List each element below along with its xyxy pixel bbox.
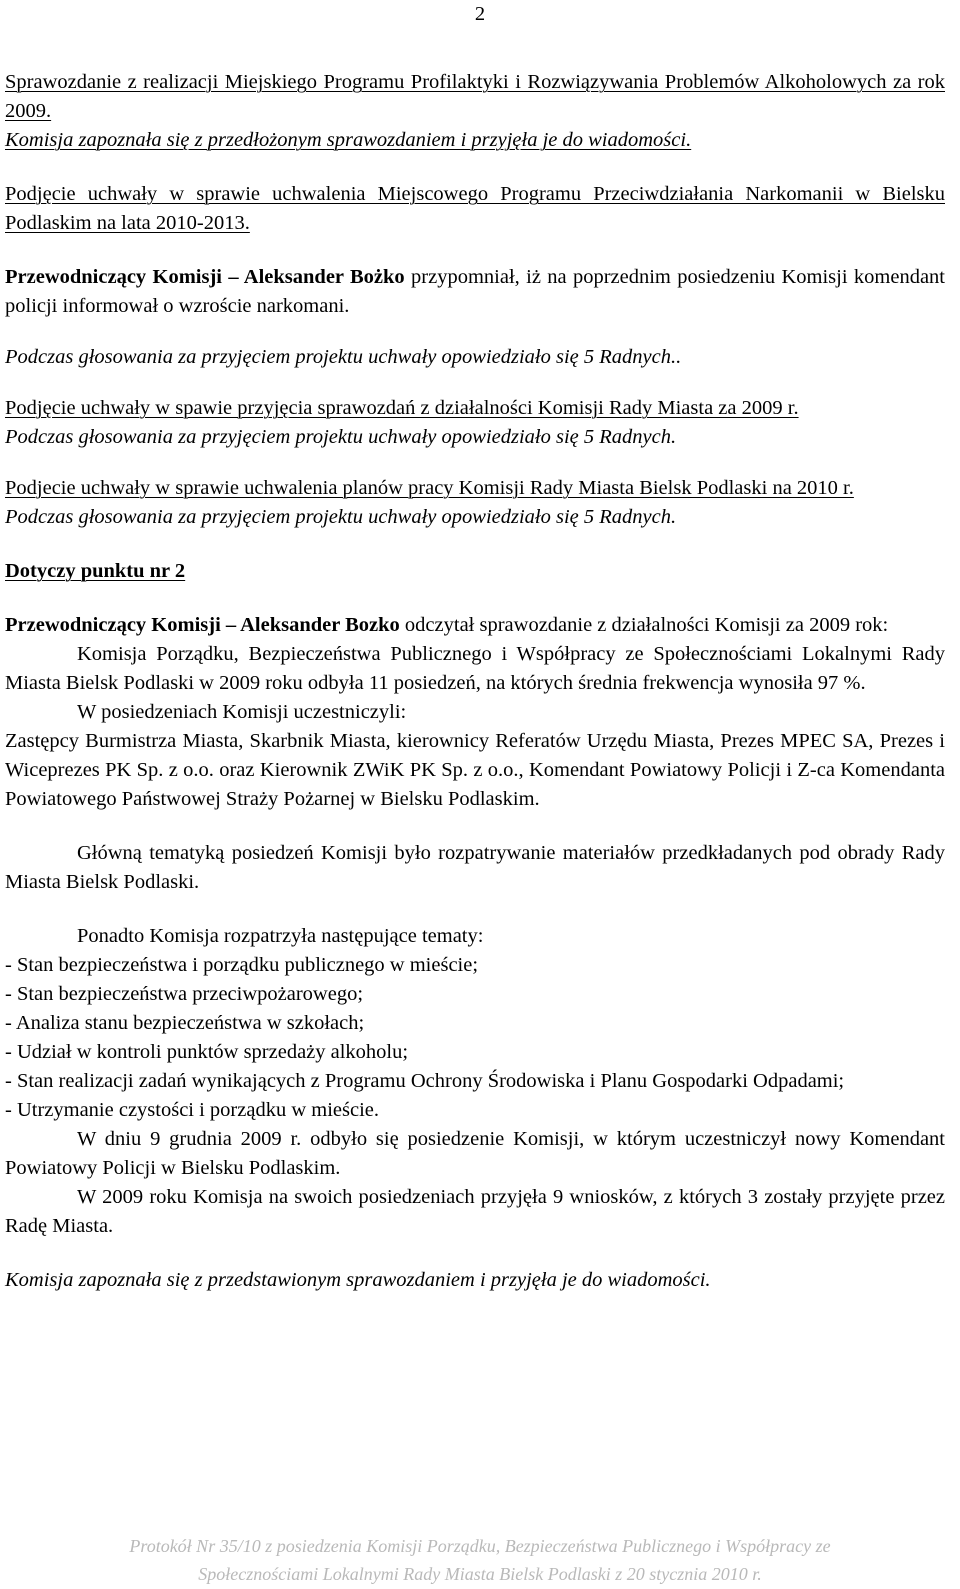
chairman-statement-text: przypomniał, iż na poprzednim posiedzeniu Komisji komendant policji informował o wzroście narkomani. <box>5 266 945 317</box>
document-body <box>5 68 945 1295</box>
chairman-name: Przewodniczący Komisji – Aleksander Bozko <box>5 614 400 636</box>
vote-result: Podczas głosowania za przyjęciem projektu uchwały opowiedziało się 5 Radnych. <box>5 426 677 448</box>
list-item: - Stan realizacji zadań wynikających z Programu Ochrony Środowiska i Planu Gospodarki Odpadami; <box>5 1070 845 1092</box>
spacer <box>5 586 945 611</box>
agenda-item-alcohol-report: Sprawozdanie z realizacji Miejskiego Programu Profilaktyki i Rozwiązywania Problemów Alkoholowych za rok 2009. <box>5 71 945 122</box>
spacer <box>5 532 945 557</box>
spacer <box>5 321 945 343</box>
report-intro <box>5 611 945 640</box>
spacer <box>5 1241 945 1266</box>
section-heading: Dotyczy punktu nr 2 <box>5 560 186 582</box>
committee-acknowledgement: Komisja zapoznała się z przedłożonym sprawozdaniem i przyjęła je do wiadomości. <box>5 129 692 151</box>
spacer <box>5 372 945 394</box>
report-motions: W 2009 roku Komisja na swoich posiedzeniach przyjęła 9 wniosków, z których 3 zostały przyjęte przez Radę Miasta. <box>5 1186 945 1237</box>
spacer <box>5 238 945 263</box>
list-item: - Analiza stanu bezpieczeństwa w szkołach; <box>5 1012 365 1034</box>
report-new-commander: W dniu 9 grudnia 2009 r. odbyło się posiedzenie Komisji, w którym uczestniczył nowy Komendant Powiatowy Policji w Bielsku Podlaskim. <box>5 1128 945 1179</box>
report-main-topic: Główną tematyką posiedzeń Komisji było rozpatrywanie materiałów przedkładanych pod obrady Rady Miasta Bielsk Podlaski. <box>5 842 945 893</box>
report-meetings-summary: Komisja Porządku, Bezpieczeństwa Publicznego i Współpracy ze Społecznościami Lokalnymi Rady Miasta Bielsk Podlaski w 2009 roku odbyła 11 posiedzeń, na których średnia frekwencja wynosiła 97 %. <box>5 643 945 694</box>
spacer <box>5 897 945 922</box>
agenda-item-work-plans: Podjecie uchwały w sprawie uchwalenia planów pracy Komisji Rady Miasta Bielsk Podlaski na 2010 r. <box>5 477 854 499</box>
list-item: - Udział w kontroli punktów sprzedaży alkoholu; <box>5 1041 409 1063</box>
vote-result: Podczas głosowania za przyjęciem projektu uchwały opowiedziało się 5 Radnych.. <box>5 346 682 368</box>
topics-list <box>5 951 945 1125</box>
spacer <box>5 814 945 839</box>
spacer <box>5 155 945 180</box>
vote-result: Podczas głosowania za przyjęciem projektu uchwały opowiedziało się 5 Radnych. <box>5 506 677 528</box>
report-topics-intro: Ponadto Komisja rozpatrzyła następujące tematy: <box>77 925 484 947</box>
spacer <box>5 452 945 474</box>
report-participants-intro: W posiedzeniach Komisji uczestniczyli: <box>77 701 407 723</box>
footer-line: Protokół Nr 35/10 z posiedzenia Komisji Porządku, Bezpieczeństwa Publicznego i Współpracy ze <box>129 1536 831 1556</box>
chairman-statement <box>5 263 945 321</box>
page-footer <box>0 1532 960 1588</box>
report-participants-list: Zastępcy Burmistrza Miasta, Skarbnik Miasta, kierownicy Referatów Urzędu Miasta, Prezes MPEC SA, Prezes i Wiceprezes PK Sp. z o.o. oraz Kierownik ZWiK PK Sp. z o.o., Komendant Powiatowy Policji i Z-ca Komendanta Powiatowego Państwowej Straży Pożarnej w Bielsku Podlaskim. <box>5 730 945 810</box>
page-number: 2 <box>474 3 486 25</box>
list-item: - Stan bezpieczeństwa przeciwpożarowego; <box>5 983 364 1005</box>
list-item: - Utrzymanie czystości i porządku w mieście. <box>5 1099 379 1121</box>
agenda-item-drug-program: Podjęcie uchwały w sprawie uchwalenia Miejscowego Programu Przeciwdziałania Narkomanii w Bielsku Podlaskim na lata 2010-2013. <box>5 183 945 234</box>
chairman-name: Przewodniczący Komisji – Aleksander Bożko <box>5 266 405 288</box>
footer-line: Społecznościami Lokalnymi Rady Miasta Bielsk Podlaski z 20 stycznia 2010 r. <box>198 1564 762 1584</box>
agenda-item-committee-reports: Podjęcie uchwały w spawie przyjęcia sprawozdań z działalności Komisji Rady Miasta za 2009 r. <box>5 397 799 419</box>
committee-acknowledgement: Komisja zapoznała się z przedstawionym sprawozdaniem i przyjęła je do wiadomości. <box>5 1269 711 1291</box>
report-intro-text: odczytał sprawozdanie z działalności Komisji za 2009 rok: <box>399 614 889 636</box>
list-item: - Stan bezpieczeństwa i porządku publicznego w mieście; <box>5 954 479 976</box>
